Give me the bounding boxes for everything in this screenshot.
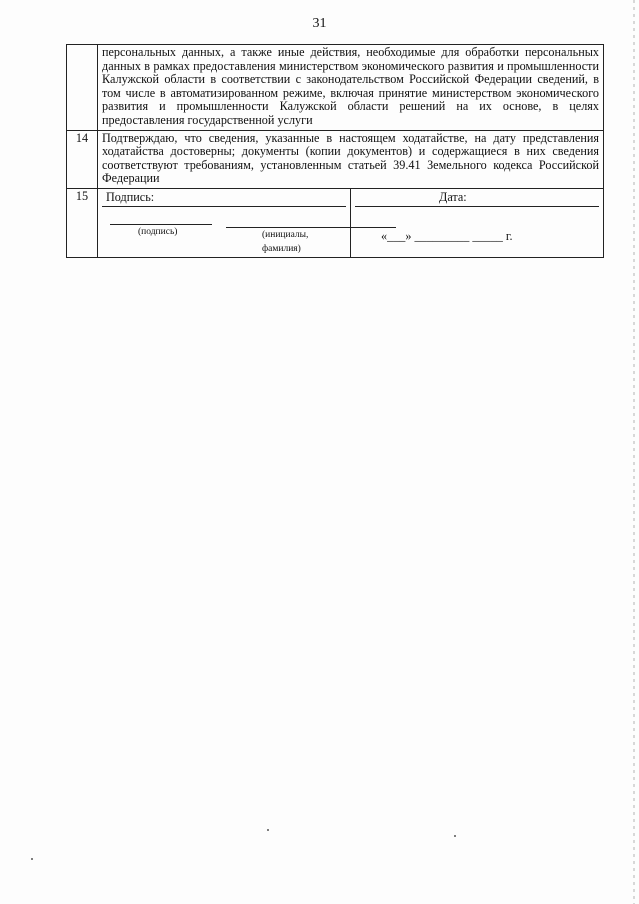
scan-edge-marks xyxy=(633,0,635,904)
scan-speck xyxy=(454,835,456,837)
signature-line xyxy=(110,224,212,225)
signature-cell xyxy=(98,188,351,257)
row-number: 14 xyxy=(67,130,98,188)
row-number: 15 xyxy=(67,188,98,257)
date-cell xyxy=(351,188,604,257)
signature-row xyxy=(67,188,604,257)
cell-divider xyxy=(355,206,599,207)
cell-divider xyxy=(102,206,346,207)
name-caption: (инициалы, фамилия) xyxy=(262,229,309,254)
table-row xyxy=(67,130,604,188)
signature-label: Подпись: xyxy=(106,189,155,204)
consent-text: персональных данных, а также иные действия, необходимые для обработки персональных данных в рамках предоставления министерством экономического развития и промышленности Калужской области в соответствии с законодательством Российской Федерации сведений, в том числе в автоматизированном режиме, включая принятие министерством экономического развития и промышленности Калужской области решений на их основе, в целях предоставления государственной услуги xyxy=(98,45,604,131)
row-number xyxy=(67,45,98,131)
date-field: «___» _________ _____ г. xyxy=(381,228,513,243)
scan-speck xyxy=(267,829,269,831)
application-form-table xyxy=(66,44,604,258)
page-number: 31 xyxy=(312,16,327,31)
date-label: Дата: xyxy=(439,189,467,204)
confirmation-text: Подтверждаю, что сведения, указанные в настоящем ходатайстве, на дату представления ходатайства достоверны; документы (копии документов) и содержащиеся в них сведения соответствуют требованиям, установленным статьей 39.41 Земельного кодекса Российской Федерации xyxy=(98,130,604,188)
table-row xyxy=(67,45,604,131)
scan-speck xyxy=(31,858,33,860)
signature-caption: (подпись) xyxy=(138,226,178,237)
